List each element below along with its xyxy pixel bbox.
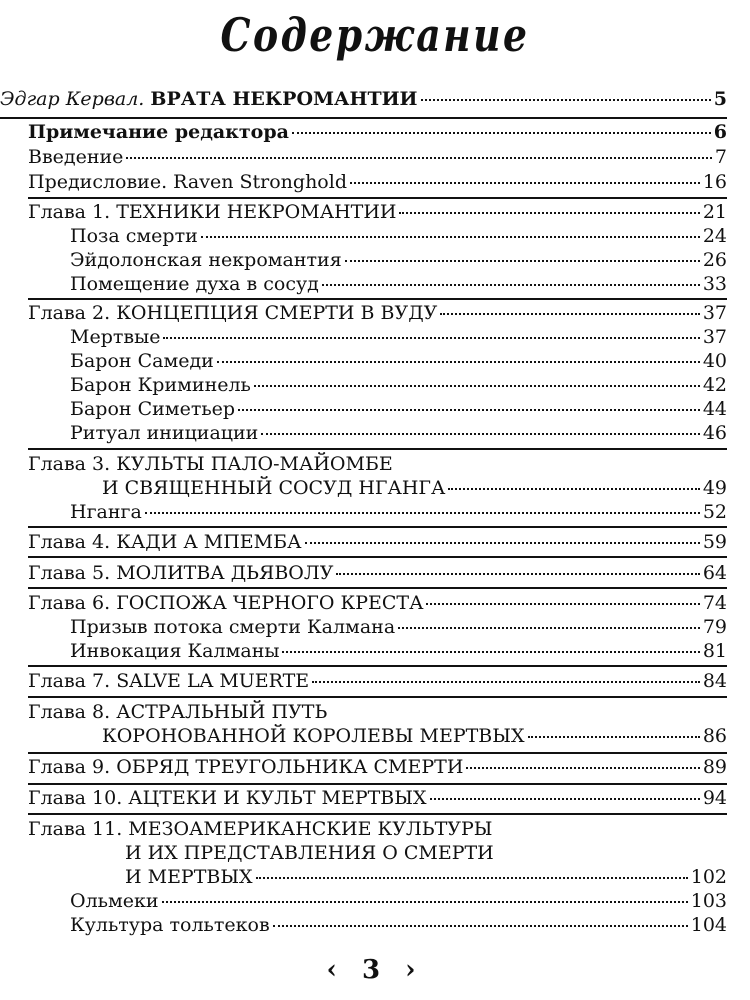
toc-page: 94 (702, 787, 727, 809)
toc-rule (28, 526, 727, 528)
toc-leader (350, 182, 700, 184)
toc-page: 40 (702, 350, 727, 372)
toc-page: 21 (702, 201, 727, 223)
toc-page: 44 (702, 398, 727, 420)
toc-entry-section (70, 639, 727, 663)
toc-page: 52 (702, 501, 727, 523)
toc-entry-chapter (28, 786, 727, 810)
toc-title: Глава 1. ТЕХНИКИ НЕКРОМАНТИИ (28, 201, 397, 223)
toc-page: 102 (690, 866, 727, 888)
toc-title: Глава 11. МЕЗОАМЕРИКАНСКИЕ КУЛЬТУРЫ (28, 818, 493, 840)
toc-title: Глава 10. АЦТЕКИ И КУЛЬТ МЕРТВЫХ (28, 787, 427, 809)
toc-leader (421, 99, 711, 101)
toc-leader (256, 877, 688, 879)
toc-page: 103 (690, 890, 727, 912)
toc-page: 46 (702, 422, 727, 444)
page-title: Содержание (220, 8, 530, 62)
toc-entry-section (70, 500, 727, 524)
toc-entry-section (70, 889, 727, 913)
toc-title: Поза смерти (70, 225, 198, 247)
toc-page: 26 (702, 249, 727, 271)
toc-entry-chapter (28, 591, 727, 615)
toc-entry-part (0, 87, 727, 111)
toc-title: Введение (28, 146, 124, 168)
toc-entry-chapter (102, 476, 727, 500)
toc-entry-section (70, 913, 727, 937)
toc-title: Глава 6. ГОСПОЖА ЧЕРНОГО КРЕСТА (28, 592, 424, 614)
toc-title-continued: И СВЯЩЕННЫЙ СОСУД НГАНГА (102, 477, 446, 499)
toc-page: 49 (702, 477, 727, 499)
toc-leader (322, 284, 700, 286)
toc-entry-chapter (28, 530, 727, 554)
toc-leader (528, 736, 700, 738)
toc-leader (238, 409, 700, 411)
toc-entry-section (70, 248, 727, 272)
toc-page: 37 (702, 302, 727, 324)
toc-title-continued: И МЕРТВЫХ (125, 866, 253, 888)
toc-leader (163, 337, 699, 339)
toc-title: Нганга (70, 501, 142, 523)
toc-page: 6 (713, 121, 727, 143)
toc-entry-chapter (28, 561, 727, 585)
toc-entry-section (70, 325, 727, 349)
toc-title: Глава 7. SALVE LA MUERTE (28, 670, 310, 692)
toc-page: 37 (702, 326, 727, 348)
toc-title: Эйдолонская некромантия (70, 249, 342, 271)
toc-rule (28, 197, 727, 199)
toc-title: Барон Самеди (70, 350, 214, 372)
toc-page: 24 (702, 225, 727, 247)
page-number: ‹ 3 › (326, 955, 424, 985)
toc-title: Ольмеки (70, 890, 159, 912)
toc-title: Глава 2. КОНЦЕПЦИЯ СМЕРТИ В ВУДУ (28, 302, 438, 324)
toc-leader (336, 573, 699, 575)
toc-title: Глава 9. ОБРЯД ТРЕУГОЛЬНИКА СМЕРТИ (28, 756, 464, 778)
toc-rule (28, 587, 727, 589)
toc-title: Ритуал инициации (70, 422, 259, 444)
toc-leader (217, 361, 700, 363)
toc-page: 86 (702, 725, 727, 747)
toc-entry-section (70, 397, 727, 421)
toc-page: 33 (702, 273, 727, 295)
toc-leader (126, 157, 711, 159)
toc-leader (273, 925, 688, 927)
toc-rule (0, 117, 727, 119)
toc-leader (426, 603, 699, 605)
toc-leader (312, 681, 700, 683)
toc-entry (28, 170, 727, 194)
toc-title: Мертвые (70, 326, 161, 348)
toc-page: 74 (702, 592, 727, 614)
toc-entry-chapter (28, 200, 727, 224)
toc-title-continued: КОРОНОВАННОЙ КОРОЛЕВЫ МЕРТВЫХ (102, 725, 525, 747)
toc-page: 5 (713, 88, 727, 110)
toc-leader (440, 313, 699, 315)
toc-title: Глава 3. КУЛЬТЫ ПАЛО-МАЙОМБЕ (28, 453, 393, 475)
toc-page: 59 (702, 531, 727, 553)
toc-title: ВРАТА НЕКРОМАНТИИ (150, 88, 418, 110)
toc-page: 89 (702, 756, 727, 778)
toc-page: 104 (690, 914, 727, 936)
toc-page: 79 (702, 616, 727, 638)
toc-leader (282, 651, 699, 653)
toc-leader (201, 236, 700, 238)
toc-rule (28, 665, 727, 667)
toc-entry-section (70, 224, 727, 248)
toc-entry-section (70, 615, 727, 639)
toc-title: Глава 4. КАДИ А МПЕМБА (28, 531, 302, 553)
toc-leader (145, 512, 700, 514)
toc-page: 7 (714, 146, 727, 168)
toc-rule (28, 696, 727, 698)
toc-entry-chapter (28, 755, 727, 779)
toc-title: Культура тольтеков (70, 914, 270, 936)
toc-rule (28, 752, 727, 754)
toc-entry-section (70, 373, 727, 397)
toc-author: Эдгар Кервал. (0, 88, 145, 110)
toc-title-continued: И ИХ ПРЕДСТАВЛЕНИЯ О СМЕРТИ (125, 842, 494, 864)
toc-leader (261, 433, 699, 435)
toc-rule (28, 556, 727, 558)
toc-entry-chapter (28, 301, 727, 325)
toc-title: Помещение духа в сосуд (70, 273, 319, 295)
toc-leader (399, 212, 699, 214)
toc-leader (292, 132, 711, 134)
toc-page: 84 (702, 670, 727, 692)
toc-leader (430, 798, 700, 800)
toc-entry-chapter (102, 724, 727, 748)
toc-title: Глава 5. МОЛИТВА ДЬЯВОЛУ (28, 562, 334, 584)
toc-title: Примечание редактора (28, 121, 289, 143)
toc-rule (28, 813, 727, 815)
toc-page: 42 (702, 374, 727, 396)
toc-leader (162, 901, 688, 903)
toc-leader (305, 542, 700, 544)
toc-title: Предисловие. Raven Stronghold (28, 171, 347, 193)
toc-leader (345, 260, 700, 262)
toc-entry (28, 145, 727, 169)
toc-leader (448, 488, 699, 490)
toc-leader (254, 385, 700, 387)
toc-leader (466, 767, 699, 769)
toc-entry-chapter (28, 669, 727, 693)
toc-page: 16 (702, 171, 727, 193)
toc-entry-section (70, 349, 727, 373)
toc-title: Призыв потока смерти Калмана (70, 616, 396, 638)
toc-title: Барон Симетьер (70, 398, 236, 420)
toc-title: Глава 8. АСТРАЛЬНЫЙ ПУТЬ (28, 701, 328, 723)
toc-page: 81 (702, 640, 727, 662)
toc-leader (398, 627, 700, 629)
toc-entry-section (70, 421, 727, 445)
toc-entry (28, 120, 727, 144)
toc-page: 64 (702, 562, 727, 584)
toc-title: Инвокация Калманы (70, 640, 280, 662)
toc-rule (28, 448, 727, 450)
toc-entry-section (70, 272, 727, 296)
toc-rule (28, 783, 727, 785)
toc-entry-chapter (125, 865, 727, 889)
toc-rule (28, 298, 727, 300)
toc-title: Барон Криминель (70, 374, 251, 396)
